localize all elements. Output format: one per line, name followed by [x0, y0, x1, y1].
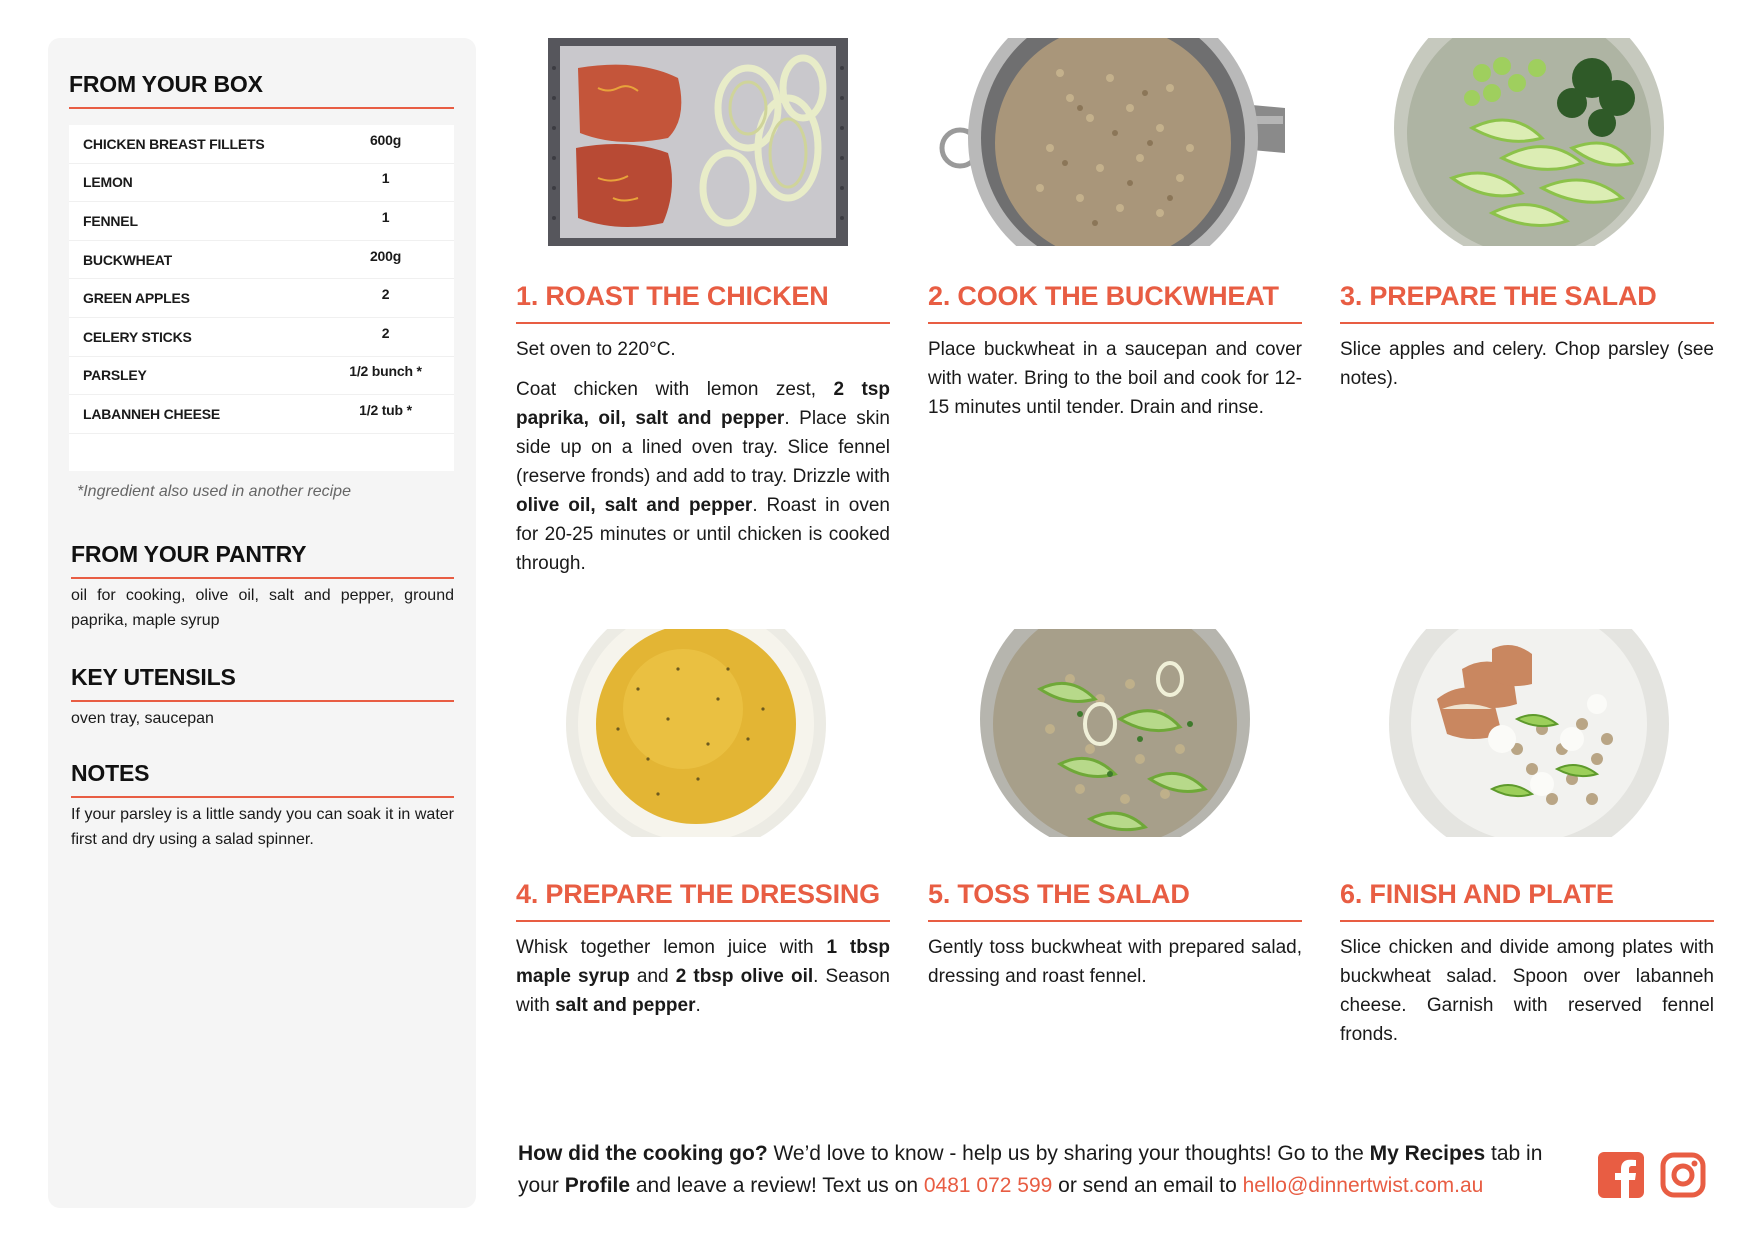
ingredient-qty: 1: [381, 208, 390, 225]
step-4-photo: [518, 629, 892, 837]
ingredient-qty: 2: [381, 324, 390, 341]
step-text-bold: olive oil, salt and pepper: [516, 495, 753, 516]
step-1-text-2: [516, 375, 890, 578]
step-text-bold: 2 tsp paprika, oil, salt and pepper: [516, 379, 890, 429]
ingredient-name: BUCKWHEAT: [83, 251, 172, 268]
ingredient-name: FENNEL: [83, 212, 138, 229]
ingredient-qty: 600g: [369, 131, 402, 148]
step-text: Coat chicken with lemon zest,: [516, 379, 834, 400]
ingredient-qty: 2: [381, 286, 390, 303]
footer-text: or send an email to: [1052, 1174, 1243, 1197]
step-text: . Season with: [516, 966, 890, 1016]
ingredient-name: PARSLEY: [83, 367, 147, 384]
step-text-bold: salt and pepper: [555, 995, 696, 1016]
step-1-title: 1. ROAST THE CHICKEN: [516, 281, 890, 324]
ingredient-name: GREEN APPLES: [83, 290, 190, 307]
box-title: FROM YOUR BOX: [69, 71, 454, 109]
facebook-icon[interactable]: [1598, 1152, 1644, 1198]
ingredient-name: LEMON: [83, 174, 133, 191]
ingredient-qty: 1/2 tub *: [359, 401, 412, 418]
notes-text: If your parsley is a little sandy you can soak it in water first and dry using a salad spinner.: [71, 806, 454, 848]
ingredient-name: CHICKEN BREAST FILLETS: [83, 135, 265, 152]
step-4-body: [516, 933, 890, 1031]
step-1-body: [516, 335, 890, 589]
ingredient-row: [69, 357, 454, 396]
ingredient-name: LABANNEH CHEESE: [83, 405, 221, 422]
step-1-text-1: Set oven to 220°C.: [516, 339, 676, 360]
pantry-title: FROM YOUR PANTRY: [71, 541, 454, 579]
step-2-photo: [930, 38, 1304, 246]
ingredient-name: CELERY STICKS: [83, 328, 192, 345]
utensils-text: oven tray, saucepan: [71, 710, 214, 727]
step-2-title: 2. COOK THE BUCKWHEAT: [928, 281, 1302, 324]
step-text: .: [695, 995, 701, 1016]
ingredient-row: [69, 125, 454, 164]
phone-link[interactable]: 0481 072 599: [923, 1174, 1053, 1197]
step-1-photo: [518, 38, 892, 246]
footer-question: How did the cooking go?: [518, 1142, 768, 1165]
pantry-text: oil for cooking, olive oil, salt and pepper, ground paprika, maple syrup: [71, 587, 454, 629]
step-4-title: 4. PREPARE THE DRESSING: [516, 879, 890, 922]
step-text: . Place skin side up on a lined oven tray. Slice fennel (reserve fronds) and add to tray. Drizzle with: [516, 408, 890, 487]
footer-text: tab in your: [518, 1142, 1543, 1197]
step-text: Whisk together lemon juice with: [516, 937, 827, 958]
profile-label: Profile: [564, 1174, 631, 1197]
step-6-title: 6. FINISH AND PLATE: [1340, 879, 1714, 922]
step-5-text: Gently toss buckwheat with prepared salad, dressing and roast fennel.: [928, 937, 1302, 987]
step-5-photo: [930, 629, 1304, 837]
step-2-body: [928, 335, 1302, 433]
ingredient-qty: 1: [381, 170, 390, 187]
ingredient-row: [69, 279, 454, 318]
ingredient-row: [69, 318, 454, 357]
ingredient-footnote: *Ingredient also used in another recipe: [77, 483, 351, 500]
step-5-title: 5. TOSS THE SALAD: [928, 879, 1302, 922]
footer-text: We’d love to know - help us by sharing your thoughts! Go to the: [767, 1142, 1370, 1165]
footer-text: and leave a review! Text us on: [630, 1174, 924, 1197]
step-3-text: Slice apples and celery. Chop parsley (see notes).: [1340, 339, 1714, 389]
notes-title: NOTES: [71, 760, 454, 798]
review-footer: [518, 1138, 1573, 1202]
ingredient-row: [69, 395, 454, 434]
step-text-bold: 1 tbsp maple syrup: [516, 937, 891, 987]
ingredient-qty: 200g: [369, 247, 402, 264]
step-5-body: [928, 933, 1302, 1002]
utensils-title: KEY UTENSILS: [71, 664, 454, 702]
step-3-title: 3. PREPARE THE SALAD: [1340, 281, 1714, 324]
ingredient-row: [69, 202, 454, 241]
step-3-body: [1340, 335, 1714, 404]
instagram-icon[interactable]: [1660, 1152, 1706, 1198]
ingredient-row: [69, 241, 454, 280]
step-text: . Roast in oven for 20-25 minutes or until chicken is cooked through.: [516, 495, 890, 574]
my-recipes-label: My Recipes: [1369, 1142, 1486, 1165]
step-4-text: [516, 933, 890, 1020]
ingredients-sidebar: [48, 38, 476, 1208]
ingredients-table: [69, 125, 454, 471]
ingredient-qty: 1/2 bunch *: [349, 363, 422, 380]
step-3-photo: [1342, 38, 1716, 246]
step-2-text: Place buckwheat in a saucepan and cover with water. Bring to the boil and cook for 12-15 minutes until tender. Drain and rinse.: [928, 339, 1302, 418]
step-text-bold: 2 tbsp olive oil: [675, 966, 814, 987]
email-link[interactable]: hello@dinnertwist.com.au: [1242, 1174, 1484, 1197]
ingredient-row: [69, 164, 454, 203]
step-text: and: [629, 966, 676, 987]
step-6-text: Slice chicken and divide among plates with buckwheat salad. Spoon over labanneh cheese. Garnish with reserved fennel fronds.: [1340, 937, 1714, 1045]
step-6-photo: [1342, 629, 1716, 837]
step-6-body: [1340, 933, 1714, 1060]
